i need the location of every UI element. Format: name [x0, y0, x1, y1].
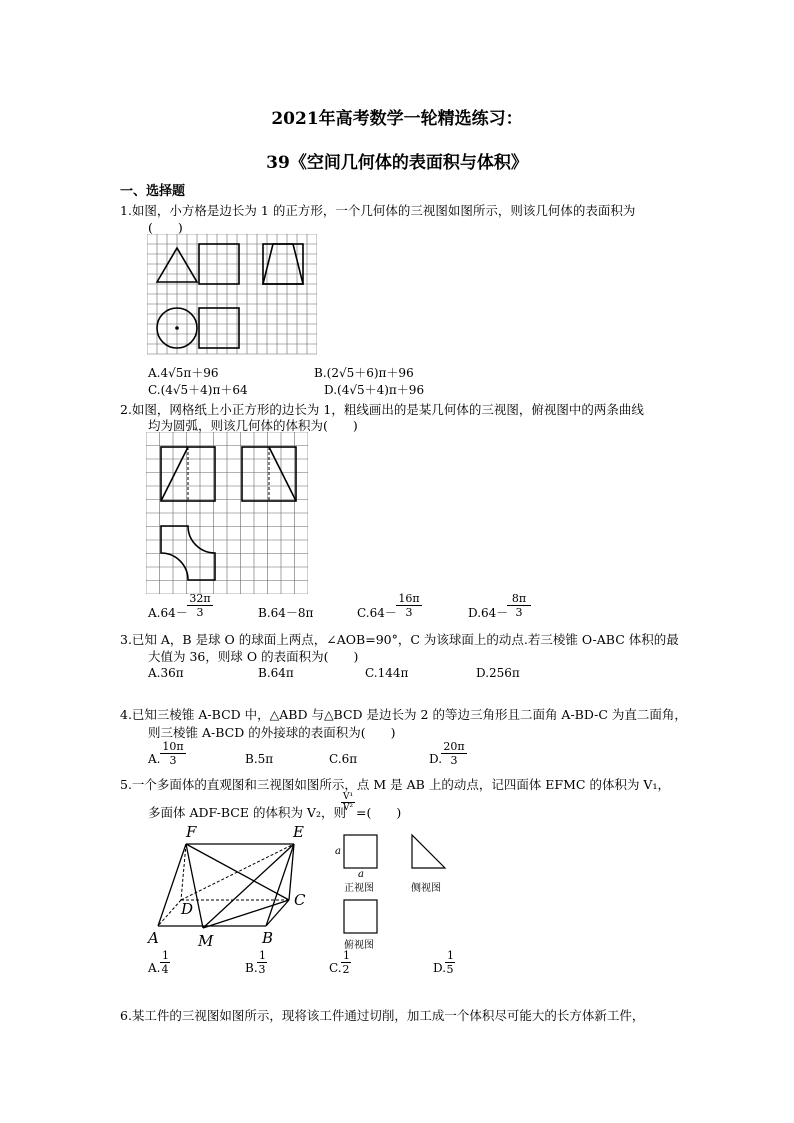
q3-option-c: C.144π — [365, 666, 409, 680]
q4-text-line1: 4.已知三棱锥 A-BCD 中，△ABD 与△BCD 是边长为 2 的等边三角形且二面角 A-BD-C 为直二面角， — [120, 707, 687, 722]
q1-option-c: C.(4√5＋4)π＋64 — [148, 383, 248, 397]
q2-option-d-fraction — [507, 592, 531, 619]
q5-option-a-fraction — [160, 949, 170, 976]
q4-option-a-fraction — [160, 740, 186, 767]
q2-option-c-prefix: C.64－ — [357, 606, 397, 620]
q5-label-d: D — [181, 900, 194, 918]
q5-option-c-fraction — [341, 949, 351, 976]
q2-option-d-num: 8π — [507, 592, 531, 606]
q4-option-b: B.5π — [245, 752, 274, 766]
q2-option-d-prefix: D.64－ — [468, 606, 509, 620]
q4-text-line2: 则三棱锥 A-BCD 的外接球的表面积为( ) — [148, 725, 396, 740]
q5-option-d-prefix: D. — [433, 961, 447, 975]
q2-option-c-fraction — [396, 592, 422, 619]
q5-text-line1: 5.一个多面体的直观图和三视图如图所示，点 M 是 AB 上的动点，记四面体 EFMC 的体积为 V₁， — [120, 777, 670, 792]
q5-option-d-den: 5 — [446, 963, 454, 976]
q5-polyhedron-figure — [146, 822, 326, 952]
q5-option-a-num: 1 — [162, 949, 169, 962]
q5-option-d-num: 1 — [447, 949, 454, 962]
q5-text-line2-prefix: 多面体 ADF-BCE 的体积为 V₂，则 — [148, 805, 346, 820]
q2-text-line1: 2.如图，网格纸上小正方形的边长为 1，粗线画出的是某几何体的三视图，俯视图中的两条曲线 — [120, 402, 644, 417]
q5-option-c-num: 1 — [343, 949, 350, 962]
q4-option-d-den: 3 — [450, 754, 458, 767]
q4-option-d-num: 20π — [441, 740, 467, 754]
q2-option-c-den: 3 — [405, 606, 413, 619]
q3-option-b: B.64π — [258, 666, 294, 680]
q4-option-a-prefix: A. — [148, 752, 161, 766]
q5-label-b: B — [262, 929, 274, 947]
q6-text-line1: 6.某工件的三视图如图所示，现将该工件通过切削，加工成一个体积尽可能大的长方体新工件， — [120, 1008, 645, 1023]
q4-option-c: C.6π — [329, 752, 358, 766]
q1-option-a: A.4√5π＋96 — [148, 366, 219, 380]
q5-option-b-den: 3 — [258, 963, 266, 976]
q5-ratio-den: V² — [342, 803, 354, 813]
q1-text-line1: 1.如图，小方格是边长为 1 的正方形，一个几何体的三视图如图所示，则该几何体的表面积为 — [120, 203, 636, 218]
q5-ratio-fraction — [341, 792, 355, 813]
q5-label-c: C — [294, 891, 306, 909]
q2-option-a-num: 32π — [187, 592, 213, 606]
q5-option-c-prefix: C. — [329, 961, 342, 975]
q2-option-c-num: 16π — [396, 592, 422, 606]
q2-option-a-den: 3 — [196, 606, 204, 619]
q5-ratio-num: V¹ — [343, 792, 354, 802]
q5-top-view-label: 俯视图 — [344, 940, 374, 951]
q3-text-line1: 3.已知 A，B 是球 O 的球面上两点，∠AOB=90°，C 为该球面上的动点.若三棱锥 O-ABC 体积的最 — [120, 632, 679, 647]
section-heading: 一、选择题 — [120, 184, 186, 199]
q3-text-line2: 大值为 36，则球 O 的表面积为( ) — [148, 649, 359, 664]
q5-label-f: F — [186, 823, 197, 841]
doc-title: 2021年高考数学一轮精选练习： — [271, 109, 523, 129]
q5-label-a: A — [148, 929, 159, 947]
q1-option-b: B.(2√5＋6)π＋96 — [314, 366, 414, 380]
q5-label-m: M — [198, 932, 214, 950]
q5-text-line2-suffix: =( ) — [356, 805, 402, 820]
q5-front-view-label: 正视图 — [344, 883, 374, 894]
q2-three-view-grid — [146, 432, 308, 594]
q5-option-b-num: 1 — [259, 949, 266, 962]
q5-option-a-prefix: A. — [148, 961, 161, 975]
q5-option-b-prefix: B. — [245, 961, 258, 975]
q3-option-d: D.256π — [476, 666, 520, 680]
q2-text-line2: 均为圆弧，则该几何体的体积为( ) — [148, 418, 358, 433]
q4-option-a-num: 10π — [160, 740, 186, 754]
q5-option-c-den: 2 — [342, 963, 350, 976]
q5-label-e: E — [293, 823, 304, 841]
q2-option-d-den: 3 — [515, 606, 523, 619]
q2-option-b: B.64－8π — [258, 606, 314, 620]
q1-option-d: D.(4√5＋4)π＋96 — [324, 383, 425, 397]
q5-dimension-a-bottom: a — [358, 869, 364, 880]
q1-text-line2: ( ) — [148, 220, 183, 235]
doc-subtitle: 39《空间几何体的表面积与体积》 — [266, 153, 528, 173]
q2-option-a-prefix: A.64－ — [148, 606, 188, 620]
q3-option-a: A.36π — [148, 666, 184, 680]
q5-side-view-label: 侧视图 — [411, 883, 441, 894]
q4-option-a-den: 3 — [169, 754, 177, 767]
q5-option-a-den: 4 — [161, 963, 169, 976]
q2-option-a-fraction — [187, 592, 213, 619]
q4-option-d-fraction — [441, 740, 467, 767]
q4-option-d-prefix: D. — [429, 752, 443, 766]
q1-three-view-grid — [147, 234, 317, 360]
q5-option-b-fraction — [257, 949, 267, 976]
q5-option-d-fraction — [445, 949, 455, 976]
q5-dimension-a-side: a — [335, 846, 341, 857]
